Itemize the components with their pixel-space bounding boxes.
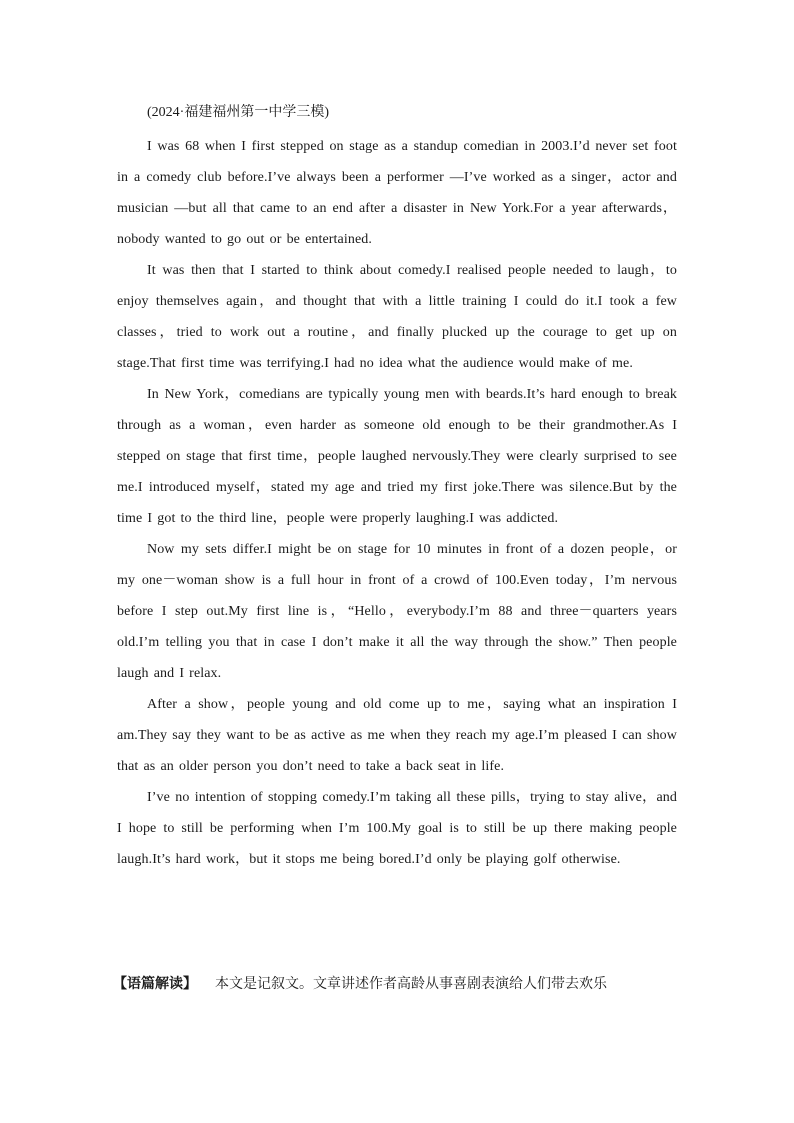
paragraph-3: In New York，comedians are typically young men with beards.It’s hard enough to break through as a woman，even harder as someone old enough to be their grandmother.As I stepped on stage that first time，people laughed nervously.They were clearly surprised to see me.I introduced myself，stated my age and tried my first joke.There was silence.But by the time I got to the third line，people were properly laughing.I was addicted. [117,387,677,526]
paragraph-4: Now my sets differ.I might be on stage for 10 minutes in front of a dozen people，or my one－woman show is a full hour in front of a crowd of 100.Even today，I’m nervous before I step out.My first line is，“Hello，everybody.I’m 88 and three－quarters years old.I’m telling you that in case I don’t make it all the way through the show.” Then people laugh and I relax. [117,542,677,681]
source-citation: (2024·福建福州第一中学三模) [147,105,329,120]
paragraph-6: I’ve no intention of stopping comedy.I’m taking all these pills，trying to stay alive，and I hope to still be performing when I’m 100.My goal is to still be up there making people laugh.It’s hard work，but it stops me being bored.I’d only be playing golf otherwise. [117,790,677,867]
paragraph-1: I was 68 when I first stepped on stage as a standup comedian in 2003.I’d never set foot in a comedy club before.I’ve always been a performer —I’ve worked as a singer，actor and musician —but all that came to an end after a disaster in New York.For a year afterwards，nobody wanted to go out or be entertained. [117,139,677,247]
paragraph-5: After a show，people young and old come up to me，saying what an inspiration I am.They say they want to be as active as me when they reach my age.I’m pleased I can show that as an older person you don’t need to take a back seat in life. [117,697,677,774]
paragraph-2: It was then that I started to think about comedy.I realised people needed to laugh，to enjoy themselves again，and thought that with a little training I could do it.I took a few classes，tried to work out a routine，and finally plucked up the courage to get up on stage.That first time was terrifying.I had no idea what the audience would make of me. [117,263,677,371]
analysis-tag: 【语篇解读】 [113,976,197,992]
passage [117,100,677,875]
analysis-text: 本文是记叙文。文章讲述作者高龄从事喜剧表演给人们带去欢乐 [215,976,607,992]
discourse-analysis [113,972,683,996]
